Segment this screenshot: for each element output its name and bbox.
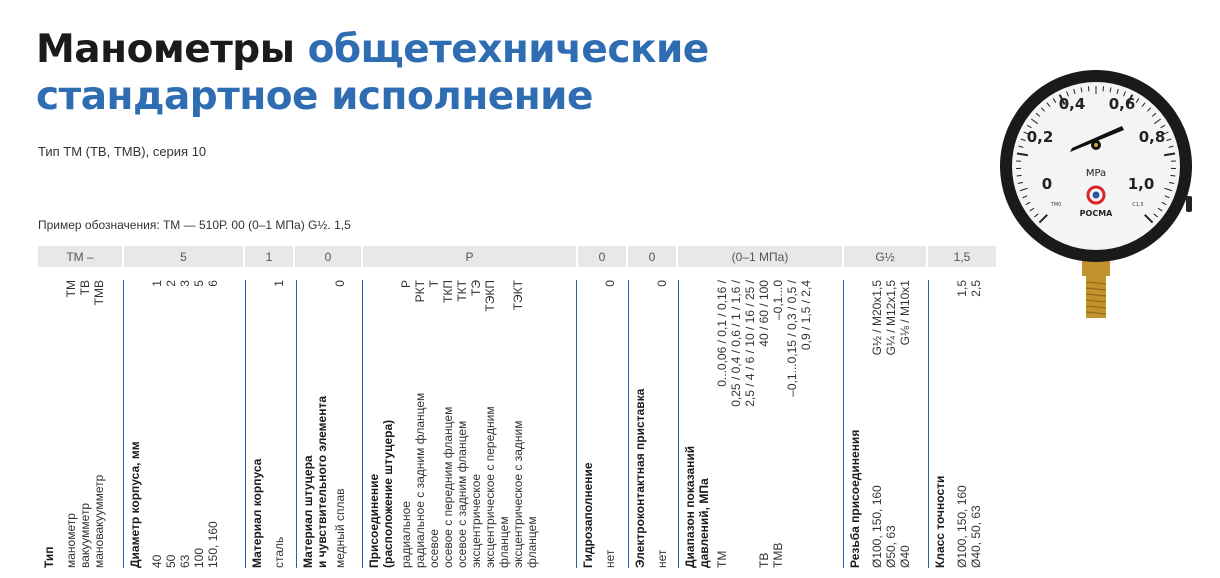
- column-code: 40 / 60 / 100: [757, 280, 771, 347]
- table-column: [928, 280, 993, 568]
- code-cell: 1: [245, 246, 293, 267]
- column-code: 0...0,06 / 0,1 / 0,16 /: [715, 280, 729, 387]
- column-item: нет: [655, 549, 669, 568]
- column-item: фланцем: [497, 516, 511, 568]
- column-code: РКТ: [413, 280, 427, 303]
- column-item: 63: [178, 554, 192, 568]
- column-code: 1,5: [955, 280, 969, 297]
- code-cell: 5: [124, 246, 243, 267]
- column-code: ТМ: [64, 280, 78, 298]
- title-blue-part-1: общетехнические: [307, 27, 709, 72]
- column-item: 100: [192, 547, 206, 568]
- column-code: G½ / M20x1,5: [870, 280, 884, 356]
- column-heading: (расположение штуцера): [381, 419, 395, 568]
- column-item: Ø100, 150, 160: [955, 485, 969, 568]
- table-column: [42, 280, 128, 568]
- column-heading: Материал корпуса: [250, 458, 264, 568]
- column-item: Ø100, 150, 160: [870, 485, 884, 568]
- column-code: ТКТ: [455, 280, 469, 302]
- code-cell: Р: [363, 246, 576, 267]
- column-heading: Диапазон показаний: [683, 445, 697, 568]
- gauge-unit: MPa: [1085, 168, 1107, 179]
- gauge-logo-dot: [1093, 192, 1100, 199]
- column-heading: давлений, МПа: [697, 478, 711, 568]
- pressure-gauge-image: [998, 68, 1194, 328]
- column-heading: Тип: [42, 546, 56, 568]
- column-item: 150, 160: [206, 521, 220, 568]
- code-cell: 1,5: [928, 246, 996, 267]
- column-item: Ø50, 63: [884, 525, 898, 568]
- column-code: –0,1...0: [771, 280, 785, 321]
- column-code: 0: [655, 280, 669, 287]
- column-code: 0: [603, 280, 617, 287]
- column-item: 40: [150, 554, 164, 568]
- column-item: ТВ: [757, 552, 771, 568]
- column-code: 5: [192, 280, 206, 287]
- column-heading: Электроконтактная приставка: [633, 388, 647, 568]
- table-column: [123, 280, 242, 568]
- gauge-right-mark: С1,5: [1132, 202, 1144, 208]
- column-code: 2,5: [969, 280, 983, 297]
- table-column: [678, 280, 843, 568]
- table-column: [628, 280, 679, 568]
- code-cell: ТМ –: [38, 246, 122, 267]
- column-item: манометр: [64, 513, 78, 568]
- table-column: [362, 280, 577, 568]
- column-item: мановакуумметр: [92, 474, 106, 568]
- column-item: Ø40: [898, 545, 912, 568]
- column-code: 0,25 / 0,4 / 0,6 / 1 / 1,6 /: [729, 280, 743, 407]
- table-column: [296, 280, 363, 568]
- gauge-side-plug: [1186, 196, 1192, 212]
- title-black-part: Манометры: [36, 27, 308, 72]
- code-cell: 0: [295, 246, 361, 267]
- column-code: Р: [399, 280, 413, 289]
- gauge-label-0-8: 0,8: [1138, 128, 1166, 146]
- column-item: эксцентрическое с передним: [483, 406, 497, 568]
- code-cell: G½: [844, 246, 926, 267]
- column-code: ТМВ: [92, 280, 106, 306]
- gauge-label-0-2: 0,2: [1026, 128, 1054, 146]
- column-item: радиальное с задним фланцем: [413, 392, 427, 568]
- gauge-tick: [1170, 175, 1175, 176]
- gauge-needle-pin: [1094, 143, 1098, 147]
- column-code: –0,1...0,15 / 0,3 / 0,5 /: [785, 280, 799, 397]
- column-item: ТМВ: [771, 542, 785, 568]
- column-item: осевое: [427, 529, 441, 568]
- page-title: [36, 26, 709, 120]
- column-item: нет: [603, 549, 617, 568]
- column-code: 0: [333, 280, 347, 287]
- column-item: радиальное: [399, 501, 413, 568]
- column-item: Ø40, 50, 63: [969, 505, 983, 568]
- table-column: [245, 280, 296, 568]
- designation-example: Пример обозначения: ТМ — 510Р. 00 (0–1 МПа) G½. 1,5: [38, 218, 351, 232]
- gauge-label-1-0: 1,0: [1127, 175, 1155, 193]
- column-code: Т: [427, 280, 441, 288]
- column-item: осевое с задним фланцем: [455, 420, 469, 568]
- column-code: 0,9 / 1,5 / 2,4: [799, 280, 813, 351]
- gauge-face: [1012, 82, 1180, 250]
- column-heading: Присоединение: [367, 473, 381, 568]
- gauge-label-0: 0: [1041, 175, 1053, 193]
- column-item: сталь: [272, 536, 286, 568]
- column-code: G⅛ / M10x1: [898, 280, 912, 346]
- column-code: G¼ / M12x1,5: [884, 280, 898, 356]
- column-item: медный сплав: [333, 488, 347, 568]
- table-column: [843, 280, 930, 568]
- column-item: эксцентрическое: [469, 473, 483, 568]
- gauge-brand: РОСМА: [1079, 209, 1113, 218]
- code-cell: 0: [628, 246, 676, 267]
- gauge-label-0-4: 0,4: [1058, 95, 1086, 113]
- column-code: ТЭКП: [483, 280, 497, 312]
- column-heading: Резьба присоединения: [848, 429, 862, 568]
- column-code: 1: [150, 280, 164, 287]
- column-heading: Класс точности: [933, 475, 947, 568]
- column-item: осевое с передним фланцем: [441, 406, 455, 568]
- column-item: фланцем: [525, 516, 539, 568]
- column-item: 50: [164, 554, 178, 568]
- gauge-tick: [1017, 175, 1022, 176]
- column-code: ТКП: [441, 280, 455, 303]
- column-item: эксцентрическое с задним: [511, 420, 525, 568]
- column-code: 6: [206, 280, 220, 287]
- column-code: 2: [164, 280, 178, 287]
- column-code: ТВ: [78, 280, 92, 296]
- column-heading: Материал штуцера: [301, 455, 315, 568]
- column-code: 2,5 / 4 / 6 / 10 / 16 / 25 /: [743, 280, 757, 407]
- column-code: ТЭКТ: [511, 280, 525, 311]
- code-cell: 0: [578, 246, 626, 267]
- subtitle: Тип ТМ (ТВ, ТМВ), серия 10: [38, 144, 207, 159]
- column-code: 1: [272, 280, 286, 287]
- code-cell: (0–1 МПа): [678, 246, 842, 267]
- column-heading: и чувствительного элемента: [315, 395, 329, 568]
- column-code: ТЭ: [469, 280, 483, 296]
- table-column: [576, 280, 629, 568]
- column-code: 3: [178, 280, 192, 287]
- title-blue-part-2: стандартное исполнение: [36, 74, 593, 119]
- column-heading: Диаметр корпуса, мм: [128, 441, 142, 568]
- gauge-label-0-6: 0,6: [1108, 95, 1136, 113]
- gauge-left-mark: ТМ0: [1050, 202, 1062, 208]
- column-item: ТМ: [715, 550, 729, 568]
- column-heading: Гидрозаполнение: [581, 462, 595, 568]
- column-item: вакуумметр: [78, 502, 92, 568]
